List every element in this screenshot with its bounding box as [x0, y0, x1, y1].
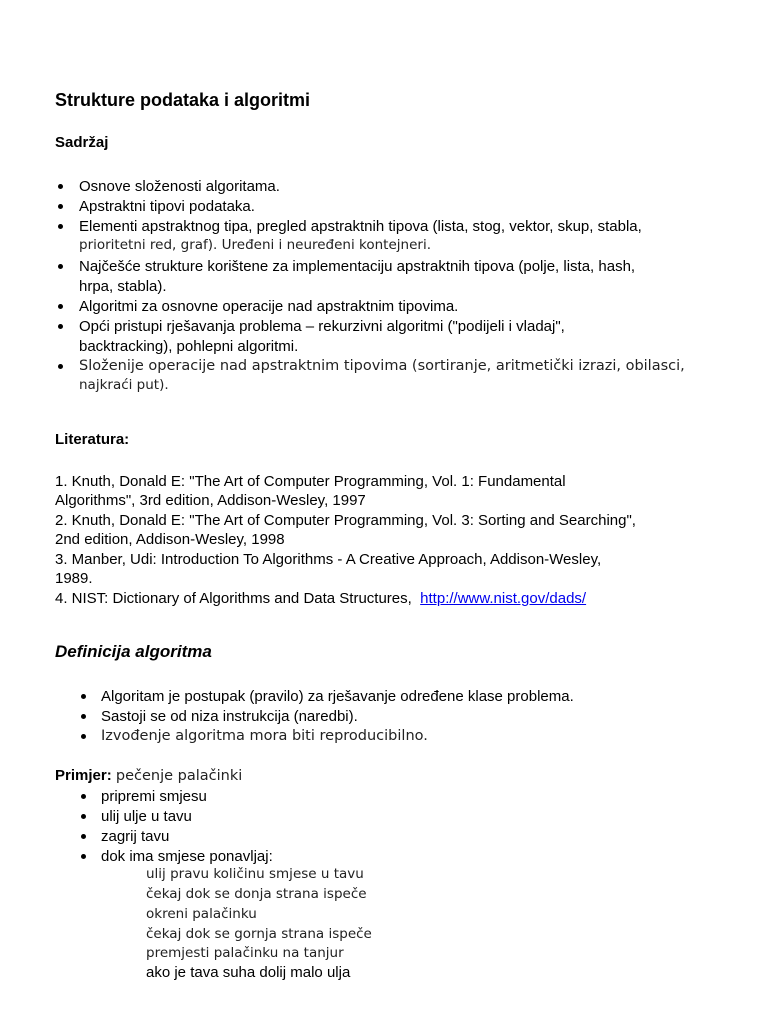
- bullet-icon: [58, 224, 63, 229]
- list-item-text: Apstraktni tipovi podataka.: [79, 198, 255, 215]
- primjer-label: Primjer:: [55, 767, 112, 784]
- list-item-text: Sastoji se od niza instrukcija (naredbi).: [101, 708, 358, 725]
- list-item-text: Najčešće strukture korištene za implementaciju apstraktnih tipova (polje, lista, hash,: [79, 258, 636, 275]
- loop-step: premjesti palačinku na tanjur: [146, 945, 344, 961]
- reference-text: 4. NIST: Dictionary of Algorithms and Data Structures,: [55, 590, 412, 607]
- list-item-text: Složenije operacije nad apstraktnim tipovima (sortiranje, aritmetički izrazi, obilasci,: [79, 358, 685, 374]
- bullet-icon: [58, 304, 63, 309]
- literatura-heading: Literatura:: [55, 431, 130, 448]
- bullet-icon: [81, 854, 86, 859]
- bullet-icon: [58, 324, 63, 329]
- bullet-icon: [81, 714, 86, 719]
- list-item-text: zagrij tavu: [101, 828, 170, 845]
- reference-line: 2. Knuth, Donald E: "The Art of Computer Programming, Vol. 3: Sorting and Searching",: [55, 512, 636, 529]
- bullet-icon: [58, 184, 63, 189]
- primjer-line: [55, 766, 242, 787]
- loop-step: čekaj dok se donja strana ispeče: [146, 886, 367, 902]
- list-item-text-cont: najkraći put).: [79, 377, 169, 393]
- list-item-text: Algoritam je postupak (pravilo) za rješavanje određene klase problema.: [101, 688, 574, 705]
- reference-line: Algorithms", 3rd edition, Addison-Wesley, 1997: [55, 492, 366, 509]
- list-item-text: Opći pristupi rješavanja problema – rekurzivni algoritmi ("podijeli i vladaj",: [79, 318, 565, 335]
- sadrzaj-heading: Sadržaj: [55, 134, 109, 151]
- list-item-text: Elementi apstraktnog tipa, pregled apstraktnih tipova (lista, stog, vektor, skup, stabla,: [79, 218, 642, 235]
- list-item-text: Osnove složenosti algoritama.: [79, 178, 280, 195]
- bullet-icon: [81, 794, 86, 799]
- definicija-heading: Definicija algoritma: [55, 642, 212, 661]
- list-item-text: pripremi smjesu: [101, 788, 207, 805]
- list-item-text-cont: backtracking), pohlepni algoritmi.: [79, 338, 299, 355]
- reference-line: [55, 589, 586, 609]
- bullet-icon: [81, 734, 86, 739]
- loop-step: okreni palačinku: [146, 906, 257, 922]
- reference-line: 1989.: [55, 570, 93, 587]
- list-item-text: Algoritmi za osnovne operacije nad apstraktnim tipovima.: [79, 298, 459, 315]
- loop-step: ulij pravu količinu smjese u tavu: [146, 866, 364, 882]
- bullet-icon: [81, 694, 86, 699]
- bullet-icon: [81, 834, 86, 839]
- bullet-icon: [58, 264, 63, 269]
- list-item-text-cont: hrpa, stabla).: [79, 278, 167, 295]
- reference-line: 1. Knuth, Donald E: "The Art of Computer Programming, Vol. 1: Fundamental: [55, 473, 566, 490]
- reference-line: 3. Manber, Udi: Introduction To Algorithms - A Creative Approach, Addison-Wesley,: [55, 551, 602, 568]
- list-item-text: dok ima smjese ponavljaj:: [101, 848, 273, 865]
- loop-step: ako je tava suha dolij malo ulja: [146, 964, 351, 981]
- list-item-text: ulij ulje u tavu: [101, 808, 192, 825]
- loop-step: čekaj dok se gornja strana ispeče: [146, 926, 372, 942]
- nist-link[interactable]: http://www.nist.gov/dads/: [420, 590, 587, 607]
- bullet-icon: [58, 204, 63, 209]
- list-item-text-cont: prioritetni red, graf). Uređeni i neuređeni kontejneri.: [79, 237, 431, 253]
- page-title: Strukture podataka i algoritmi: [55, 90, 311, 110]
- bullet-icon: [58, 364, 63, 369]
- list-item-text: Izvođenje algoritma mora biti reproducibilno.: [101, 728, 428, 744]
- bullet-icon: [81, 814, 86, 819]
- reference-line: 2nd edition, Addison-Wesley, 1998: [55, 531, 285, 548]
- primjer-text: pečenje palačinki: [115, 768, 243, 784]
